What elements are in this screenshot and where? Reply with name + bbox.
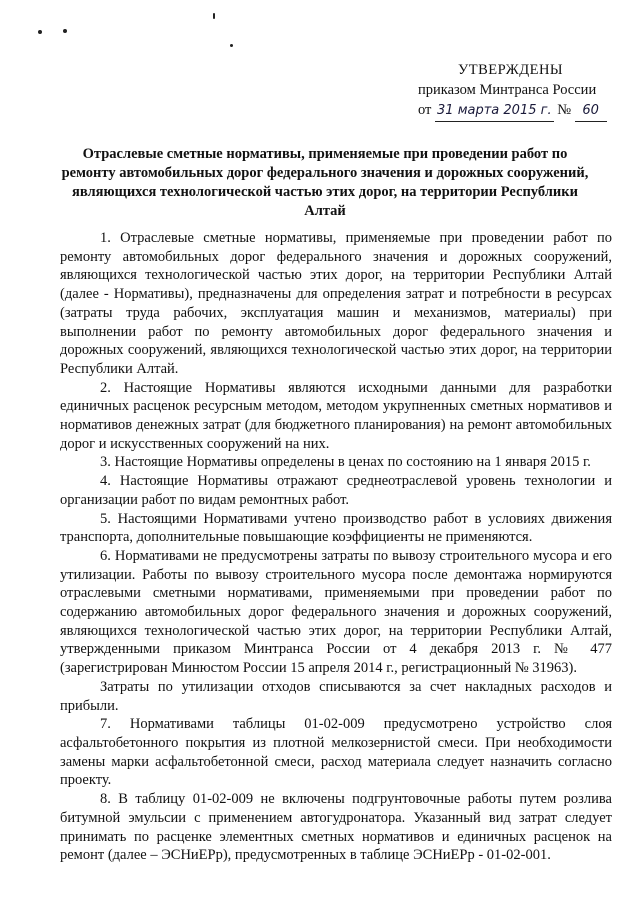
paragraph-6: 6. Нормативами не предусмотрены затраты по вывозу строительного мусора и его утилизации. Работы по вывозу строительного мусора после демонтажа нормируются отраслевыми сметными нормативами, применяемыми при проведении работ по содержанию автомобильных дорог федерального значения и дорожных сооружений, являющихся технологической частью этих дорог, на территории Республики Алтай, утвержденными приказом Минтранса России от 4 декабря 2013 г. № 477 (зарегистрирован Минюстом России 15 апреля 2014 г., регистрационный № 31963). xyxy=(60,547,612,677)
number-prefix: № xyxy=(557,102,572,118)
paragraph-2: 2. Настоящие Нормативы являются исходными данными для разработки единичных расценок ресурсным методом, методом укрупненных сметных нормативов и нормативов денежных затрат (для бюджетного планирования) на ремонт автомобильных дорог и искусственных сооружений на них. xyxy=(60,379,612,452)
document-title: Отраслевые сметные нормативы, применяемые при проведении работ по ремонту автомобильных дорог федерального значения и дорожных сооружений, являющихся технологической частью этих дорог, на территории Республики Алтай xyxy=(61,146,589,219)
approval-date-line xyxy=(418,100,618,122)
paragraph-6-note: Затраты по утилизации отходов списываются за счет накладных расходов и прибыли. xyxy=(60,678,612,714)
handwritten-number: 60 xyxy=(575,101,607,122)
paragraph-1: 1. Отраслевые сметные нормативы, применяемые при проведении работ по ремонту автомобильных дорог федерального значения и дорожных сооружений, являющихся технологической частью этих дорог, на территории Республики Алтай (далее - Нормативы), предназначены для определения затрат и потребности в ресурсах (затраты труда рабочих, эксплуатация машин и механизмов, материалы) при выполнении работ по ремонту автомобильных дорог федерального значения и дорожных сооружений, являющихся технологической частью этих дорог, на территории Республики Алтай. xyxy=(60,230,612,377)
approval-stamp-block xyxy=(418,60,618,122)
approval-heading: УТВЕРЖДЕНЫ xyxy=(458,62,564,78)
paragraph-8: 8. В таблицу 01-02-009 не включены подгрунтовочные работы путем розлива битумной эмульсии с применением автогудронатора. Указанный вид затрат следует принимать по расценке элементных сметных нормативов и единичных расценок на ремонт (далее – ЭСНиЕРр), предусмотренных в таблице ЭСНиЕРр - 01-02-001. xyxy=(60,791,612,864)
scan-speck xyxy=(230,44,233,47)
handwritten-date: 31 марта 2015 г. xyxy=(435,101,554,122)
paragraph-3: 3. Настоящие Нормативы определены в ценах по состоянию на 1 января 2015 г. xyxy=(100,454,591,471)
scan-speck xyxy=(38,30,42,34)
paragraph-5: 5. Настоящими Нормативами учтено производство работ в условиях движения транспорта, дополнительные повышающие коэффициенты не применяются. xyxy=(60,510,612,546)
approval-order-line: приказом Минтранса России xyxy=(418,82,597,98)
paragraph-7: 7. Нормативами таблицы 01-02-009 предусмотрено устройство слоя асфальтобетонного покрытия из плотной мелкозернистой смеси. При необходимости замены марки асфальтобетонной смеси, расход материала следует назначить согласно проекту. xyxy=(60,716,612,789)
scan-speck xyxy=(63,29,67,33)
scan-speck xyxy=(213,13,215,19)
document-body xyxy=(60,229,612,865)
paragraph-4: 4. Настоящие Нормативы отражают среднеотраслевой уровень технологии и организации работ по видам ремонтных работ. xyxy=(60,473,612,508)
date-prefix: от xyxy=(418,102,432,118)
